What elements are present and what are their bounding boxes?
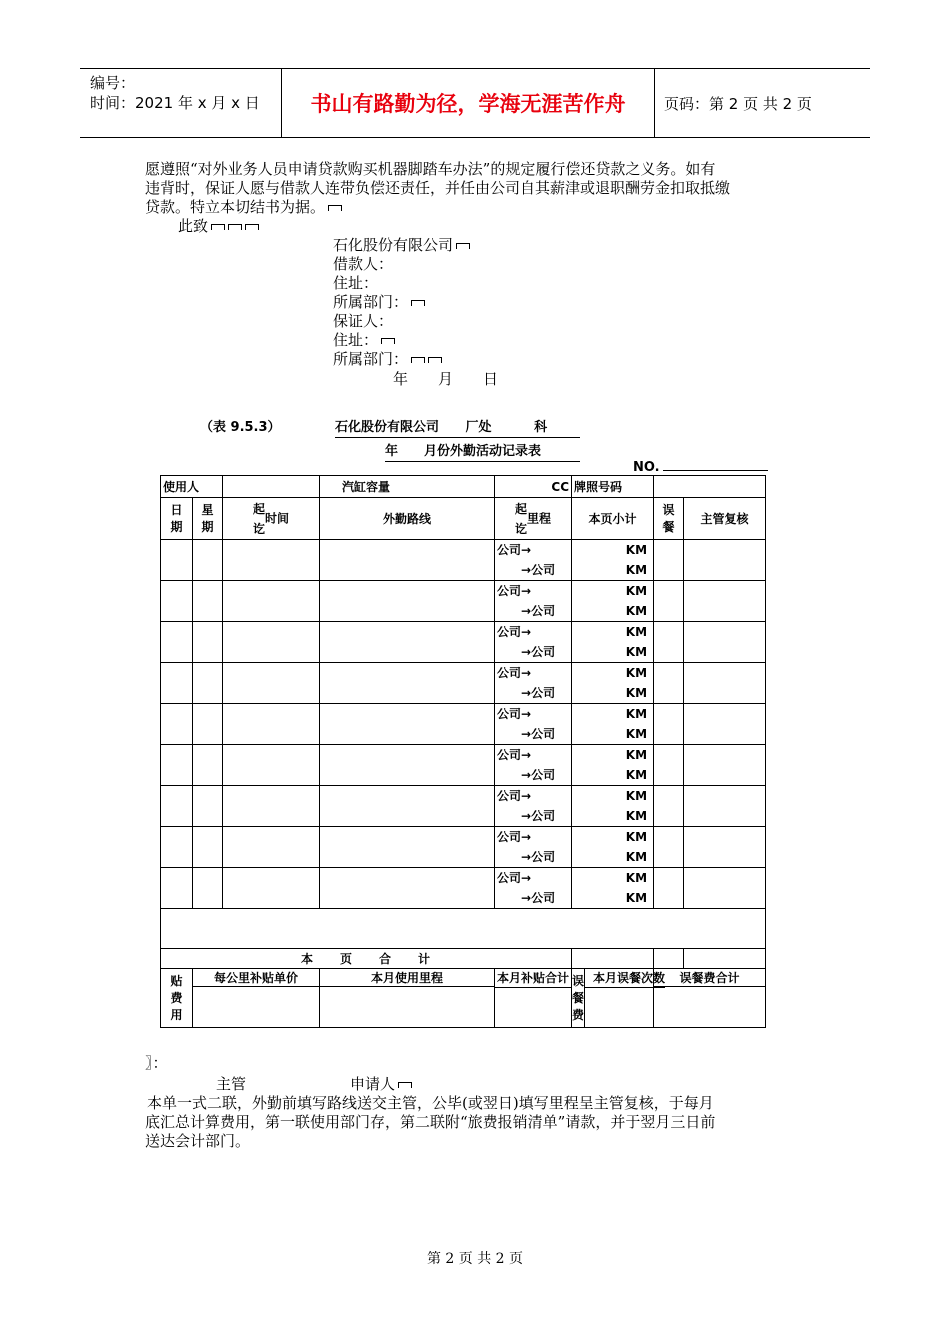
mileage-cell[interactable]	[495, 663, 572, 704]
subtotal-cell[interactable]	[572, 540, 654, 581]
mileage-cell[interactable]	[495, 622, 572, 663]
route-cell[interactable]	[320, 581, 495, 622]
km-unit: KM	[625, 666, 648, 680]
mark-icon	[211, 224, 225, 230]
allowance-value-row	[161, 987, 766, 1028]
info-row	[161, 476, 766, 498]
col-mileage: 起 讫 里程	[495, 498, 572, 540]
plate-label: 牌照号码	[572, 476, 654, 498]
subtotal-cell[interactable]	[572, 868, 654, 909]
trip-from-label: 公司→	[497, 871, 532, 885]
subtotal-cell[interactable]	[572, 581, 654, 622]
missed-meal-cell[interactable]	[654, 663, 684, 704]
km-unit: KM	[625, 891, 648, 905]
km-unit: KM	[625, 563, 648, 577]
unit-price-label: 每公里补贴单价	[193, 969, 320, 987]
route-cell[interactable]	[320, 827, 495, 868]
page-footer: 第 2 页 共 2 页	[426, 1251, 524, 1267]
missed-meal-cell[interactable]	[654, 786, 684, 827]
missed-meal-cell[interactable]	[654, 622, 684, 663]
trip-from-label: 公司→	[497, 584, 532, 598]
route-cell[interactable]	[320, 540, 495, 581]
form-company: 石化股份有限公司	[335, 420, 440, 435]
km-unit: KM	[625, 686, 648, 700]
cylinder-label: 汽缸容量	[342, 480, 391, 494]
month-mileage-label: 本月使用里程	[320, 969, 495, 987]
week-cell[interactable]	[193, 827, 223, 868]
salutation-line	[178, 217, 259, 236]
review-cell[interactable]	[684, 581, 766, 622]
mark-icon	[411, 300, 425, 306]
page-total-review-field[interactable]	[684, 949, 766, 969]
meal-total-field[interactable]	[654, 987, 766, 1028]
mark-icon	[428, 357, 442, 363]
dept-label-2: 所属部门：	[333, 350, 409, 368]
allowance-label: 贴 费 用	[161, 969, 193, 1028]
pledge-line-1: 愿遵照“对外业务人员申请贷款购买机器脚踏车办法”的规定履行偿还贷款之义务。如有	[145, 160, 716, 178]
date-cell[interactable]	[161, 622, 193, 663]
note-line-1: 本单一式二联，外勤前填写路线送交主管，公毕(或翌日)填写里程呈主管复核，于每月	[147, 1094, 714, 1112]
km-unit: KM	[625, 789, 648, 803]
date-cell[interactable]	[161, 827, 193, 868]
form-no-label: NO.	[633, 460, 660, 475]
plate-field[interactable]	[654, 476, 766, 498]
missed-meal-cell[interactable]	[654, 704, 684, 745]
user-label: 使用人	[161, 476, 223, 498]
mark-icon	[398, 1082, 412, 1088]
col-route: 外勤路线	[320, 498, 495, 540]
week-cell[interactable]	[193, 745, 223, 786]
trip-row	[161, 786, 766, 827]
km-unit: KM	[625, 809, 648, 823]
blank-cell[interactable]	[161, 909, 766, 949]
review-cell[interactable]	[684, 868, 766, 909]
meal-total-label: 误餐费合计	[654, 969, 766, 987]
page-total-row	[161, 949, 766, 969]
date-cell[interactable]	[161, 540, 193, 581]
km-unit: KM	[625, 850, 648, 864]
km-unit: KM	[625, 871, 648, 885]
missed-meal-cell[interactable]	[654, 745, 684, 786]
review-cell[interactable]	[684, 786, 766, 827]
review-cell[interactable]	[684, 745, 766, 786]
header-meta	[80, 69, 282, 137]
supervisor-label: 主管	[216, 1075, 247, 1093]
unit-price-field[interactable]	[193, 987, 320, 1028]
form-company-line	[335, 416, 580, 438]
route-cell[interactable]	[320, 868, 495, 909]
table-number: （表 9.5.3）	[200, 420, 281, 435]
route-cell[interactable]	[320, 786, 495, 827]
km-unit: KM	[625, 830, 648, 844]
borrower-label: 借款人：	[333, 255, 394, 273]
date-cell[interactable]	[161, 581, 193, 622]
trip-to-label: →公司	[521, 604, 556, 618]
subtotal-cell[interactable]	[572, 827, 654, 868]
trip-to-label: →公司	[521, 809, 556, 823]
pledge-line-3: 贷款。特立本切结书为据。	[145, 198, 326, 216]
blank-row	[161, 909, 766, 949]
guarantor-label: 保证人：	[333, 312, 394, 330]
trip-from-label: 公司→	[497, 707, 532, 721]
address-label-1: 住址：	[333, 274, 379, 292]
km-unit: KM	[625, 584, 648, 598]
time-cell[interactable]	[223, 745, 320, 786]
dept-label-1: 所属部门：	[333, 293, 409, 311]
note-line-2: 底汇总计算费用，第一联使用部门存，第二联附“旅费报销清单”请款，并于翌月三日前	[145, 1113, 716, 1131]
review-cell[interactable]	[684, 622, 766, 663]
trip-to-label: →公司	[521, 563, 556, 577]
pledge-paragraph	[145, 160, 815, 217]
subtotal-cell[interactable]	[572, 745, 654, 786]
time-cell[interactable]	[223, 704, 320, 745]
trip-row	[161, 540, 766, 581]
mark-icon	[245, 224, 259, 230]
km-unit: KM	[625, 645, 648, 659]
date-line: 年 月 日	[393, 370, 499, 388]
time-cell[interactable]	[223, 663, 320, 704]
review-cell[interactable]	[684, 663, 766, 704]
month-mileage-field[interactable]	[320, 987, 495, 1028]
cylinder-cell	[320, 476, 495, 498]
col-date: 日 期	[161, 498, 193, 540]
trip-to-label: →公司	[521, 727, 556, 741]
date-cell[interactable]	[161, 663, 193, 704]
route-cell[interactable]	[320, 622, 495, 663]
mileage-cell[interactable]	[495, 827, 572, 868]
route-cell[interactable]	[320, 704, 495, 745]
trip-row	[161, 704, 766, 745]
missed-meal-cell[interactable]	[654, 581, 684, 622]
review-cell[interactable]	[684, 827, 766, 868]
time-cell[interactable]	[223, 868, 320, 909]
subtotal-cell[interactable]	[572, 663, 654, 704]
date-cell[interactable]	[161, 868, 193, 909]
trip-row	[161, 868, 766, 909]
trip-row	[161, 827, 766, 868]
col-missed-meal: 误 餐	[654, 498, 684, 540]
week-cell[interactable]	[193, 540, 223, 581]
trip-row	[161, 745, 766, 786]
note-line-3: 送达会计部门。	[145, 1132, 251, 1150]
mark-icon	[381, 338, 395, 344]
time-label: 时间：2021 年 x 月 x 日	[90, 94, 260, 112]
mark-icon	[228, 224, 242, 230]
route-cell[interactable]	[320, 745, 495, 786]
route-cell[interactable]	[320, 663, 495, 704]
week-cell[interactable]	[193, 622, 223, 663]
form-section: 科	[534, 420, 548, 435]
header-page-info: 页码：第 2 页 共 2 页	[664, 94, 812, 113]
cc-label: CC	[495, 476, 572, 498]
subtotal-cell[interactable]	[572, 786, 654, 827]
form-no-row	[633, 458, 768, 475]
review-cell[interactable]	[684, 540, 766, 581]
missed-meal-cell[interactable]	[654, 827, 684, 868]
trip-from-label: 公司→	[497, 543, 532, 557]
month-allowance-cell: 本月补贴合计	[495, 969, 572, 1028]
page-total-field[interactable]	[572, 949, 654, 969]
review-cell[interactable]	[684, 704, 766, 745]
trip-row	[161, 622, 766, 663]
km-unit: KM	[625, 707, 648, 721]
week-cell[interactable]	[193, 663, 223, 704]
form-subtitle: 年 月份外勤活动记录表	[385, 440, 580, 462]
trip-from-label: 公司→	[497, 789, 532, 803]
subtotal-cell[interactable]	[572, 622, 654, 663]
pledge-line-2: 违背时，保证人愿与借款人连带负偿还责任，并任由公司自其薪津或退职酬劳金扣取抵缴	[145, 179, 731, 197]
mileage-cell[interactable]	[495, 581, 572, 622]
week-cell[interactable]	[193, 704, 223, 745]
form-no-field[interactable]	[663, 458, 768, 471]
km-unit: KM	[625, 748, 648, 762]
col-week: 星 期	[193, 498, 223, 540]
mileage-cell[interactable]	[495, 868, 572, 909]
time-cell[interactable]	[223, 786, 320, 827]
km-unit: KM	[625, 768, 648, 782]
time-cell[interactable]	[223, 622, 320, 663]
km-unit: KM	[625, 543, 648, 557]
trip-row	[161, 581, 766, 622]
time-cell[interactable]	[223, 581, 320, 622]
km-unit: KM	[625, 625, 648, 639]
trip-from-label: 公司→	[497, 625, 532, 639]
trip-from-label: 公司→	[497, 830, 532, 844]
col-review: 主管复核	[684, 498, 766, 540]
time-cell[interactable]	[223, 540, 320, 581]
trip-from-label: 公司→	[497, 748, 532, 762]
time-cell[interactable]	[223, 827, 320, 868]
document-header	[80, 68, 870, 138]
trip-to-label: →公司	[521, 645, 556, 659]
date-cell[interactable]	[161, 704, 193, 745]
km-unit: KM	[625, 727, 648, 741]
trip-to-label: →公司	[521, 686, 556, 700]
user-field[interactable]	[223, 476, 320, 498]
field-activity-table	[160, 475, 766, 1028]
form-factory: 厂处	[465, 420, 492, 435]
salutation: 此致	[178, 217, 209, 235]
mark-icon	[411, 357, 425, 363]
week-cell[interactable]	[193, 581, 223, 622]
allowance-header-row	[161, 969, 766, 987]
column-header-row	[161, 498, 766, 540]
missed-meal-cell[interactable]	[654, 540, 684, 581]
date-cell[interactable]	[161, 786, 193, 827]
mileage-cell[interactable]	[495, 786, 572, 827]
bracket-mark: 〗：	[145, 1054, 168, 1072]
signature-block	[333, 236, 470, 369]
mark-icon	[328, 205, 342, 211]
page-total-meal-field[interactable]	[654, 949, 684, 969]
applicant-label: 申请人	[350, 1075, 396, 1093]
number-label: 编号：	[90, 74, 136, 92]
trip-to-label: →公司	[521, 891, 556, 905]
mileage-cell[interactable]	[495, 745, 572, 786]
header-motto: 书山有路勤为径，学海无涯苦作舟	[282, 69, 655, 137]
trip-from-label: 公司→	[497, 666, 532, 680]
missed-meal-cell[interactable]	[654, 868, 684, 909]
meal-cost-cell: 误 餐 费 本月误餐次数	[572, 969, 654, 1028]
date-cell[interactable]	[161, 745, 193, 786]
week-cell[interactable]	[193, 868, 223, 909]
table-body	[161, 476, 766, 1028]
company-name: 石化股份有限公司	[333, 236, 454, 254]
trip-to-label: →公司	[521, 768, 556, 782]
mileage-cell[interactable]	[495, 540, 572, 581]
address-label-2: 住址：	[333, 331, 379, 349]
subtotal-cell[interactable]	[572, 704, 654, 745]
trip-to-label: →公司	[521, 850, 556, 864]
page-total-label: 本 页 合 计	[161, 949, 572, 969]
col-time: 起 讫 时间	[223, 498, 320, 540]
notes-paragraph	[145, 1094, 815, 1151]
mark-icon	[456, 243, 470, 249]
col-subtotal: 本页小计	[572, 498, 654, 540]
km-unit: KM	[625, 604, 648, 618]
applicant-row	[350, 1075, 412, 1094]
week-cell[interactable]	[193, 786, 223, 827]
trip-row	[161, 663, 766, 704]
mileage-cell[interactable]	[495, 704, 572, 745]
